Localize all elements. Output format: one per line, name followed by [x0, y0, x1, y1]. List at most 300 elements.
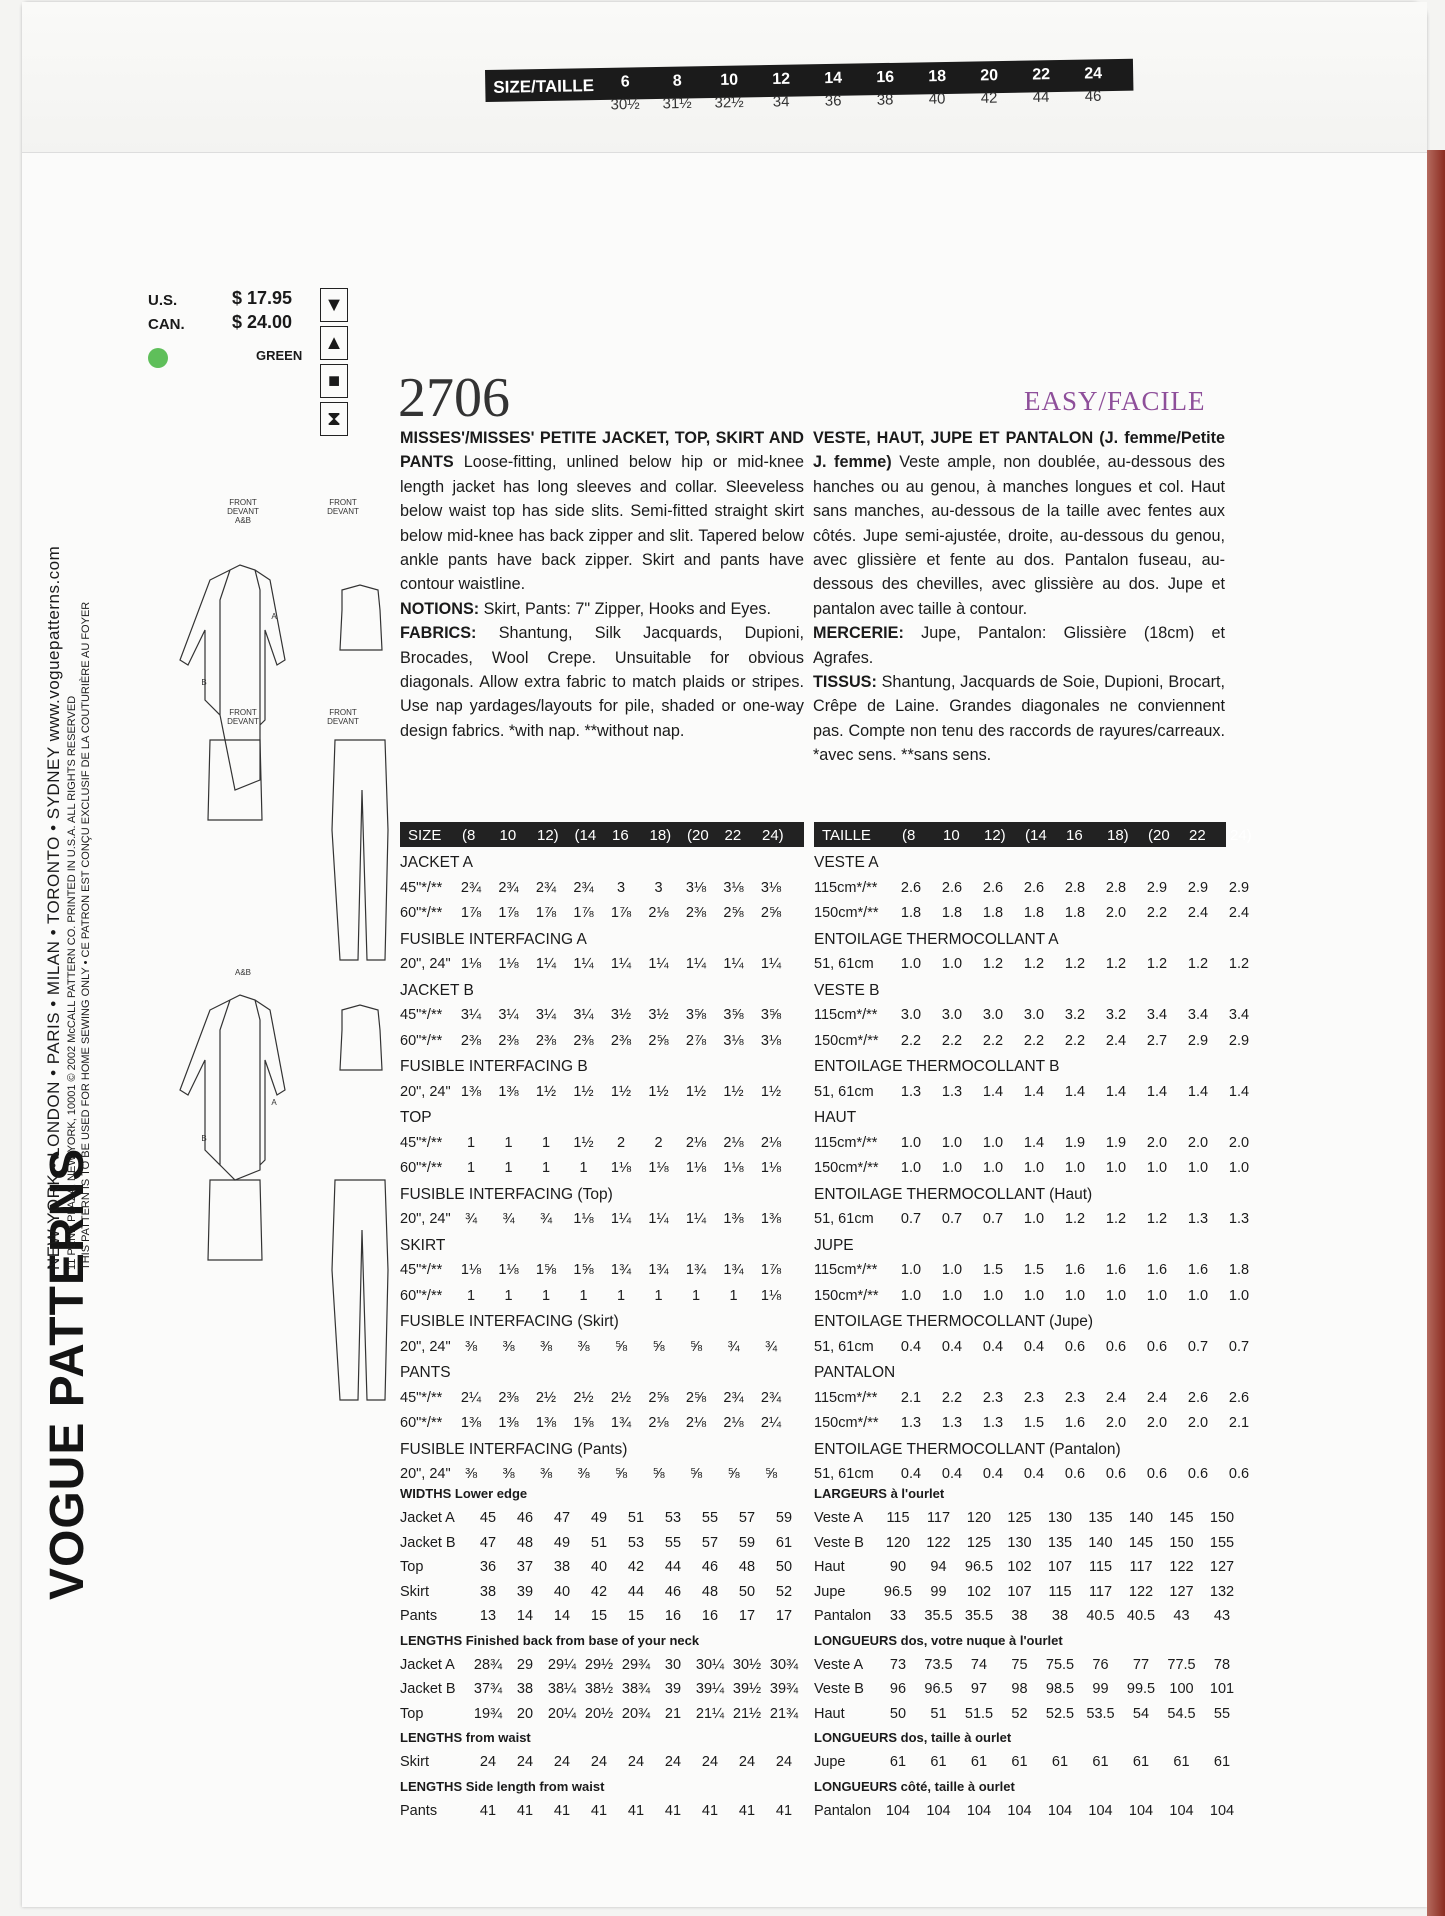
- table-row: [814, 879, 1250, 900]
- table-row: [400, 1211, 804, 1231]
- measure-label: Haut: [814, 1705, 845, 1722]
- measure-heading-label: WIDTHS: [400, 1486, 452, 1501]
- measure-label: Top: [400, 1705, 424, 1722]
- cell: 1: [466, 1134, 476, 1151]
- measure-row: [814, 1705, 1231, 1726]
- cell: 2¼: [460, 1389, 482, 1406]
- cell: 0.6: [1187, 1466, 1209, 1482]
- measure-cell: 53.5: [1086, 1705, 1115, 1722]
- measure-row: [400, 1706, 804, 1726]
- measure-label: Veste B: [814, 1681, 864, 1697]
- measure-cell: 127: [1209, 1559, 1235, 1575]
- measure-cell: 61: [930, 1754, 947, 1770]
- jacket-b-drawing: [180, 995, 285, 1180]
- cell: 1.0: [1064, 1287, 1086, 1304]
- cell: 1.3: [941, 1415, 963, 1431]
- can-price: $ 24.00: [232, 312, 293, 332]
- cell: 3⅛: [723, 1032, 744, 1049]
- measure-heading-sub: dos, votre nuque à l'ourlet: [897, 1632, 1063, 1648]
- section-label: VESTE B: [814, 981, 880, 999]
- measure-cell: 101: [1209, 1681, 1235, 1697]
- cell: 1½: [535, 1083, 557, 1100]
- measure-row: [400, 1510, 804, 1530]
- measure-label: Jacket B: [400, 1681, 456, 1697]
- measure-cell: 115: [886, 1510, 910, 1526]
- measure-heading: [814, 1633, 1063, 1648]
- measure-heading-label: LONGUEURS: [814, 1632, 898, 1648]
- measure-cell: 140: [1128, 1510, 1154, 1526]
- measure-cell: 14: [553, 1608, 571, 1624]
- measure-cell: 21¾: [769, 1705, 799, 1722]
- cell: 3⅝: [723, 1007, 744, 1023]
- cell: 2⅛: [723, 1415, 744, 1431]
- measure-cell: 51: [590, 1534, 608, 1551]
- measure-cell: 104: [1128, 1802, 1154, 1819]
- figure-label-back: A&B: [234, 968, 251, 977]
- measure-cell: 104: [885, 1802, 911, 1819]
- cell: 1.3: [982, 1415, 1004, 1431]
- cell: 1.5: [982, 1262, 1004, 1278]
- measure-cell: 47: [553, 1510, 571, 1526]
- header-7: (20: [687, 827, 709, 844]
- cell: 0.7: [1187, 1338, 1209, 1355]
- measure-cell: 38: [1011, 1608, 1028, 1624]
- cell: 1⅛: [573, 1211, 594, 1227]
- cell: 1: [691, 1287, 701, 1304]
- cell: 1¼: [535, 956, 557, 972]
- measure-cell: 38: [516, 1681, 534, 1697]
- measure-cell: 47: [479, 1534, 497, 1551]
- cell: 0.6: [1064, 1338, 1086, 1355]
- top-drawing: [340, 585, 382, 650]
- cell: 1½: [723, 1083, 744, 1100]
- table-row: [814, 905, 1250, 925]
- cell: ⅜: [539, 1338, 553, 1355]
- table-row: [814, 1415, 1250, 1435]
- cell: 1.2: [1146, 1211, 1168, 1227]
- measure-cell: 51: [627, 1510, 645, 1526]
- size-6: 6: [620, 73, 630, 91]
- cell: ¾: [764, 1338, 778, 1355]
- cell: ⅝: [652, 1466, 665, 1482]
- cell: 1¼: [610, 956, 632, 972]
- table-row: [814, 1211, 1250, 1231]
- measure-cell: 41: [627, 1802, 645, 1819]
- row-label: 60"*/**: [400, 1415, 443, 1431]
- measure-cell: 37: [516, 1559, 534, 1575]
- label-devant: DEVANT: [227, 507, 259, 516]
- cell: 1.0: [1105, 1287, 1127, 1304]
- en-notions-label: NOTIONS:: [400, 599, 480, 618]
- en-fabrics-label: FABRICS:: [400, 624, 477, 643]
- measure-heading-sub: Finished back from base of your neck: [462, 1632, 700, 1648]
- measure-cell: 54.5: [1167, 1705, 1196, 1722]
- cell: 1⅛: [648, 1160, 669, 1176]
- cell: 1⅛: [760, 1287, 782, 1304]
- cell: 1.4: [1146, 1083, 1168, 1100]
- cell: 1: [541, 1287, 551, 1304]
- measure-heading-label: LENGTHS: [400, 1778, 463, 1794]
- cell: 1.0: [1064, 1160, 1086, 1176]
- cell: 1.8: [941, 905, 963, 921]
- spine-address: 11 PENN PLAZA, NEW YORK, 10001 © 2002 McCALL PATTERN CO. PRINTED IN U.S.A. ALL RIGHTS RESERVED: [66, 695, 78, 1270]
- measure-cell: 38: [1051, 1608, 1069, 1624]
- cell: 2.8: [1105, 879, 1127, 896]
- measure-label: Jacket A: [400, 1656, 455, 1673]
- cell: ¾: [464, 1211, 478, 1227]
- cell: 1.2: [982, 956, 1004, 972]
- cell: 1.0: [1023, 1211, 1045, 1227]
- cell: ¾: [539, 1211, 553, 1227]
- cell: 1.6: [1105, 1262, 1127, 1278]
- row-label: 45"*/**: [400, 1134, 443, 1151]
- measure-cell: 107: [1007, 1583, 1032, 1600]
- measure-cell: 39½: [732, 1681, 762, 1697]
- cell: 1½: [610, 1083, 632, 1100]
- measure-cell: 75: [1011, 1656, 1028, 1673]
- fr-fabrics-label: TISSUS:: [813, 673, 877, 692]
- header-4: (14: [574, 827, 597, 844]
- cell: 1.0: [1187, 1160, 1209, 1176]
- cell: 1⅜: [498, 1083, 519, 1100]
- measure-cell: 155: [1209, 1534, 1235, 1551]
- measure-row: [814, 1510, 1235, 1530]
- measure-cell: 99.5: [1126, 1681, 1156, 1697]
- measure-cell: 43: [1213, 1608, 1231, 1624]
- measure-row: [814, 1608, 1231, 1628]
- measure-row: [814, 1559, 1235, 1579]
- measure-cell: 59: [775, 1510, 793, 1526]
- measure-cell: 61: [970, 1754, 988, 1770]
- size-22: 22: [1032, 66, 1051, 84]
- measure-cell: 150: [1169, 1534, 1194, 1551]
- bust-2: 32½: [714, 94, 744, 112]
- cell: 1¼: [685, 956, 707, 972]
- cell: 1.3: [941, 1083, 963, 1100]
- brand-logo: VOGUE PATTERNS: [41, 1147, 94, 1600]
- section-label: SKIRT: [400, 1236, 446, 1254]
- measure-cell: 135: [1047, 1534, 1073, 1551]
- measure-cell: 104: [1047, 1802, 1073, 1819]
- cell: 3½: [648, 1007, 669, 1023]
- measure-cell: 125: [966, 1534, 992, 1551]
- measure-cell: 96: [889, 1681, 907, 1697]
- cell: 1.5: [1023, 1262, 1045, 1278]
- measure-cell: 24: [553, 1754, 571, 1770]
- measure-cell: 50: [889, 1705, 907, 1722]
- cell: 2.4: [1146, 1389, 1168, 1406]
- measure-cell: 30½: [732, 1656, 762, 1673]
- cell: ⅜: [502, 1338, 515, 1355]
- measure-cell: 39: [516, 1583, 534, 1600]
- measure-cell: 30¾: [769, 1656, 799, 1673]
- cell: 1⅞: [535, 905, 557, 921]
- triangle-up-icon: ▲: [320, 326, 348, 360]
- table-row: [400, 1084, 804, 1104]
- cell: 2⅜: [498, 1389, 519, 1406]
- measure-heading: [400, 1486, 527, 1501]
- row-label: 115cm*/**: [814, 1389, 878, 1406]
- section-label: ENTOILAGE THERMOCOLLANT (Jupe): [814, 1313, 1094, 1330]
- measure-cell: 38: [479, 1583, 497, 1600]
- cell: 3⅝: [685, 1007, 707, 1023]
- cell: 0.4: [941, 1466, 963, 1482]
- figure-label-pants: [318, 708, 368, 726]
- cell: ⅜: [464, 1338, 478, 1355]
- cell: 2.1: [900, 1389, 922, 1406]
- cell: 1.0: [900, 1262, 922, 1278]
- cell: 2.4: [1105, 1389, 1127, 1406]
- size-12: 12: [772, 70, 791, 88]
- cell: 1.2: [1146, 956, 1168, 972]
- cell: 1¼: [723, 956, 744, 972]
- cell: ⅜: [577, 1466, 590, 1482]
- section-label: JACKET A: [400, 854, 473, 871]
- cell: 2.3: [982, 1389, 1004, 1406]
- measure-cell: 61: [1173, 1754, 1190, 1770]
- cell: 1.8: [1023, 905, 1045, 921]
- measure-cell: 46: [664, 1583, 682, 1600]
- table-row: [814, 1032, 1250, 1053]
- measure-cell: 90: [889, 1559, 907, 1575]
- measure-cell: 77.5: [1167, 1656, 1196, 1673]
- size-10: 10: [720, 71, 739, 89]
- cell: 1⅛: [685, 1160, 707, 1176]
- row-label: 115cm*/**: [814, 1134, 878, 1151]
- cell: 2.6: [1228, 1389, 1250, 1406]
- measure-label: Veste A: [814, 1510, 864, 1526]
- size-18: 18: [928, 67, 947, 86]
- cell: 2.2: [1023, 1032, 1045, 1049]
- measure-heading-label: LONGUEURS: [814, 1730, 898, 1745]
- measure-cell: 120: [966, 1510, 992, 1526]
- cell: 1⅜: [460, 1083, 482, 1100]
- cell: 2¾: [535, 879, 557, 896]
- cell: 2.6: [982, 879, 1004, 896]
- measure-row: [814, 1583, 1235, 1604]
- cell: 3¼: [573, 1007, 594, 1023]
- measure-cell: 20¼: [547, 1705, 577, 1722]
- measure-cell: 29½: [584, 1656, 614, 1673]
- cell: 1.6: [1187, 1262, 1209, 1278]
- measure-cell: 130: [1007, 1534, 1032, 1551]
- label-devant: DEVANT: [327, 717, 359, 726]
- row-label: 60"*/**: [400, 1287, 443, 1304]
- measure-cell: 73: [889, 1656, 907, 1673]
- cell: 1.0: [900, 1160, 922, 1176]
- cell: 1¼: [648, 956, 669, 972]
- measure-cell: 41: [516, 1802, 534, 1819]
- cell: 1⅞: [573, 905, 594, 921]
- cell: 0.7: [1228, 1338, 1250, 1355]
- label-front: FRONT: [229, 708, 257, 717]
- cell: 1.0: [982, 1287, 1004, 1304]
- skirt-drawing: [208, 740, 262, 820]
- cell: 1.0: [900, 956, 922, 972]
- measure-cell: 21¼: [695, 1705, 725, 1722]
- measure-cell: 15: [590, 1608, 608, 1624]
- header-5: 16: [612, 827, 629, 844]
- cell: 1⅜: [760, 1211, 782, 1227]
- measure-row: [814, 1656, 1231, 1677]
- cell: 2.9: [1228, 879, 1250, 896]
- cell: 2.2: [941, 1032, 963, 1049]
- cell: 0.6: [1146, 1338, 1168, 1355]
- measure-cell: 73.5: [924, 1656, 953, 1673]
- measure-cell: 150: [1209, 1510, 1235, 1526]
- cell: 2.9: [1228, 1032, 1250, 1049]
- measure-cell: 41: [590, 1802, 608, 1819]
- cell: 2⅜: [573, 1032, 594, 1049]
- header-0: TAILLE: [822, 827, 871, 844]
- view-a-label: A: [271, 612, 277, 621]
- table-header-bar: [400, 822, 804, 847]
- cell: 2¾: [723, 1389, 744, 1406]
- cell: 1.0: [1023, 1160, 1045, 1176]
- measure-cell: 41: [664, 1802, 682, 1819]
- cell: 3⅛: [760, 879, 782, 896]
- measure-row: [400, 1754, 804, 1774]
- cell: 1.2: [1064, 956, 1086, 972]
- bust-9: 46: [1084, 87, 1102, 106]
- table-row: [814, 1389, 1250, 1410]
- cell: 3: [616, 879, 626, 896]
- row-label: 20", 24": [400, 1466, 451, 1482]
- measure-cell: 104: [1088, 1802, 1113, 1819]
- cell: ⅝: [689, 1338, 703, 1355]
- measure-heading-sub: from waist: [462, 1730, 531, 1745]
- measure-cell: 61: [1051, 1754, 1069, 1770]
- section-label: FUSIBLE INTERFACING (Skirt): [400, 1313, 619, 1330]
- measure-cell: 104: [926, 1802, 951, 1819]
- measure-cell: 140: [1088, 1534, 1113, 1551]
- cell: 2.4: [1228, 905, 1250, 921]
- measure-cell: 41: [738, 1802, 756, 1819]
- measure-cell: 24: [775, 1754, 793, 1770]
- measure-cell: 125: [1007, 1510, 1032, 1526]
- measure-row: [814, 1681, 1235, 1701]
- cell: 2⅜: [535, 1032, 557, 1049]
- measure-cell: 38: [553, 1559, 571, 1575]
- cell: 2.4: [1105, 1032, 1127, 1049]
- measure-cell: 41: [553, 1802, 571, 1819]
- figure-label-top: [318, 498, 368, 516]
- cell: 1.0: [1146, 1160, 1168, 1176]
- row-label: 20", 24": [400, 1083, 451, 1100]
- section-label: ENTOILAGE THERMOCOLLANT (Pantalon): [814, 1440, 1121, 1458]
- measure-label: Haut: [814, 1559, 845, 1575]
- fr-notions: Jupe, Pantalon: Glissière (18cm) et Agrafes.: [813, 624, 1225, 667]
- difficulty-level: EASY/FACILE: [1024, 386, 1206, 416]
- cell: 2¾: [498, 879, 519, 896]
- measure-label: Jacket A: [400, 1510, 455, 1526]
- header-6: 18): [1107, 827, 1129, 844]
- cell: 1¾: [610, 1415, 632, 1431]
- measure-row: [400, 1681, 804, 1701]
- cell: 1.8: [900, 905, 922, 921]
- measure-heading: [400, 1779, 604, 1794]
- measure-cell: 33: [889, 1608, 907, 1624]
- cell: 1: [541, 1160, 551, 1176]
- cell: 0.4: [982, 1338, 1004, 1355]
- measure-cell: 77: [1132, 1656, 1150, 1673]
- measure-cell: 51.5: [964, 1705, 994, 1722]
- cell: 3⅛: [685, 879, 707, 896]
- measure-label: Pantalon: [814, 1608, 872, 1624]
- cell: 0.6: [1228, 1466, 1250, 1482]
- measure-cell: 16: [664, 1608, 682, 1624]
- row-label: 150cm*/**: [814, 1032, 879, 1049]
- measure-cell: 104: [1169, 1802, 1194, 1819]
- cell: ⅜: [539, 1466, 553, 1482]
- section-label: PANTALON: [814, 1364, 896, 1381]
- cell: 1⅝: [573, 1415, 594, 1431]
- size-bar-label: SIZE/TAILLE: [493, 76, 595, 97]
- cell: 1.6: [1064, 1262, 1086, 1278]
- cell: 2.3: [1064, 1389, 1086, 1406]
- header-5: 16: [1066, 827, 1083, 844]
- cell: 2⅞: [685, 1032, 707, 1049]
- header-9: 24): [762, 827, 784, 844]
- cell: 2.2: [900, 1032, 922, 1049]
- size-24: 24: [1084, 65, 1103, 83]
- fr-notions-label: MERCERIE:: [813, 624, 904, 643]
- measure-cell: 37¾: [473, 1681, 503, 1697]
- measure-cell: 15: [627, 1608, 645, 1624]
- en-notions: Skirt, Pants: 7" Zipper, Hooks and Eyes.: [479, 599, 771, 618]
- pants-drawing: [332, 740, 388, 960]
- label-front: FRONT: [229, 498, 257, 507]
- table-row: [814, 1287, 1250, 1308]
- cell: 1.4: [1023, 1134, 1045, 1151]
- cell: 2: [616, 1134, 626, 1151]
- cell: 2.0: [1228, 1134, 1250, 1151]
- cell: 1⅛: [723, 1160, 744, 1176]
- measure-cell: 38¾: [621, 1681, 651, 1697]
- measure-label: Pantalon: [814, 1802, 872, 1819]
- measure-heading-sub: Side length from waist: [462, 1778, 605, 1794]
- cell: 1.4: [1023, 1083, 1045, 1100]
- en-fabrics: Shantung, Silk Jacquards, Dupioni, Brocades, Wool Crepe. Unsuitable for obvious diagonals. Allow extra fabric to match plaids or stripes. Use nap yardages/layouts for pile, shaded or one-way design fabrics. *with nap. **without nap.: [400, 624, 804, 740]
- cell: 1.2: [1023, 956, 1045, 972]
- header-9: 24): [1230, 827, 1252, 844]
- cell: 1.9: [1105, 1134, 1127, 1151]
- measure-cell: 29: [516, 1656, 534, 1673]
- spine-cities: NEW YORK • LONDON • PARIS • MILAN • TORONTO • SYDNEY www.voguepatterns.com: [44, 545, 63, 1270]
- measure-cell: 13: [479, 1608, 497, 1624]
- measure-cell: 24: [701, 1754, 719, 1770]
- row-label: 45"*/**: [400, 879, 443, 896]
- measure-cell: 40: [590, 1559, 608, 1575]
- color-label: GREEN: [256, 348, 303, 363]
- measure-row: [400, 1535, 804, 1555]
- measure-cell: 44: [664, 1559, 682, 1575]
- cell: 2⅝: [760, 905, 782, 921]
- cell: ⅝: [764, 1466, 778, 1482]
- cell: 3⅛: [723, 879, 744, 896]
- measure-cell: 21: [664, 1705, 682, 1722]
- table-row: [814, 1262, 1250, 1282]
- cell: ⅝: [614, 1338, 628, 1355]
- view-b-label: B: [201, 678, 207, 687]
- measure-cell: 120: [885, 1534, 911, 1551]
- measure-cell: 48: [701, 1583, 719, 1600]
- measure-cell: 98.5: [1045, 1681, 1075, 1697]
- measure-cell: 24: [516, 1754, 534, 1770]
- measure-cell: 104: [1007, 1802, 1032, 1819]
- cell: 1: [504, 1160, 513, 1176]
- table-row: [400, 1466, 804, 1486]
